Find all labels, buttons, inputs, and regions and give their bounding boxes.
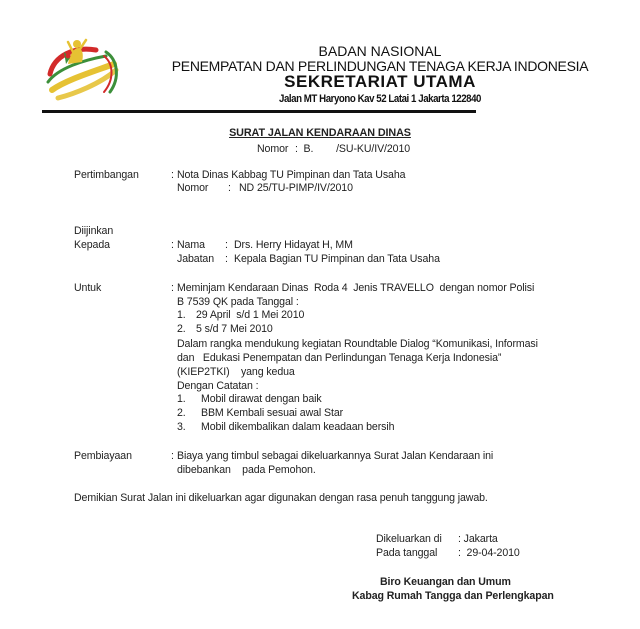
pertimbangan-nomor-colon: : (228, 182, 231, 194)
pembiayaan-label: Pembiayaan (74, 450, 132, 462)
nama-colon: : (225, 239, 228, 251)
catatan-item-num: 1. (177, 393, 186, 405)
agency-name-line2: PENEMPATAN DAN PERLINDUNGAN TENAGA KERJA INDONESIA (171, 58, 589, 74)
untuk-line1: Meminjam Kendaraan Dinas Roda 4 Jenis TRAVELLO dengan nomor Polisi (177, 282, 535, 294)
catatan-label: Dengan Catatan : (177, 380, 259, 392)
date-item-text: 5 s/d 7 Mei 2010 (196, 323, 273, 335)
untuk-line2: B 7539 QK pada Tanggal : (177, 296, 299, 308)
nama-value: Drs. Herry Hidayat H, MM (234, 239, 353, 251)
signatory-unit: Biro Keuangan dan Umum (380, 576, 511, 588)
jabatan-value: Kepala Bagian TU Pimpinan dan Tata Usaha (234, 253, 440, 265)
agency-name-line1: BADAN NASIONAL (318, 43, 442, 59)
catatan-item-num: 3. (177, 421, 186, 433)
pembiayaan-line1: Biaya yang timbul sebagai dikeluarkannya Surat Jalan Kendaraan ini (177, 450, 494, 462)
pembiayaan-line2: dibebankan pada Pemohon. (177, 464, 316, 476)
closing-statement: Demikian Surat Jalan ini dikeluarkan agar digunakan dengan rasa penuh tanggung jawab. (74, 492, 488, 504)
pertimbangan-value: Nota Dinas Kabbag TU Pimpinan dan Tata Usaha (177, 169, 406, 181)
pertimbangan-nomor-label: Nomor (177, 182, 209, 194)
agency-address: Jalan MT Haryono Kav 52 Latai 1 Jakarta 122840 (279, 93, 481, 105)
document-number-value: : B. /SU-KU/IV/2010 (295, 143, 411, 155)
document-number-label: Nomor (257, 143, 289, 155)
purpose-line2: dan Edukasi Penempatan dan Perlindungan Tenaga Kerja Indonesia” (177, 352, 502, 364)
diijinkan-label: Diijinkan (74, 225, 114, 237)
untuk-colon: : (171, 282, 174, 294)
untuk-label: Untuk (74, 282, 102, 294)
date-item-num: 2. (177, 323, 186, 335)
issued-place-label: Dikeluarkan di (376, 533, 442, 545)
issued-date-label: Pada tanggal (376, 547, 438, 559)
catatan-item-text: Mobil dirawat dengan baik (201, 393, 322, 405)
pertimbangan-label: Pertimbangan (74, 169, 139, 181)
purpose-line1: Dalam rangka mendukung kegiatan Roundtable Dialog “Komunikasi, Informasi (177, 338, 538, 350)
signatory-title: Kabag Rumah Tangga dan Perlengkapan (352, 590, 554, 602)
date-item-text: 29 April s/d 1 Mei 2010 (196, 309, 305, 321)
jabatan-colon: : (225, 253, 228, 265)
catatan-item-text: Mobil dikembalikan dalam keadaan bersih (201, 421, 395, 433)
catatan-item-text: BBM Kembali sesuai awal Star (201, 407, 344, 419)
issued-place-value: : Jakarta (458, 533, 498, 545)
agency-unit: SEKRETARIAT UTAMA (284, 72, 476, 91)
date-item-num: 1. (177, 309, 186, 321)
kepada-colon: : (171, 239, 174, 251)
issued-date-value: : 29-04-2010 (458, 547, 520, 559)
pembiayaan-colon: : (171, 450, 174, 462)
pertimbangan-colon: : (171, 169, 174, 181)
catatan-item-num: 2. (177, 407, 186, 419)
purpose-line3: (KIEP2TKI) yang kedua (177, 366, 295, 378)
letterhead-divider-bar (42, 110, 474, 113)
kepada-label: Kepada (74, 239, 110, 251)
pertimbangan-nomor-value: ND 25/TU-PIMP/IV/2010 (239, 182, 353, 194)
nama-label: Nama (177, 239, 205, 251)
document-title: SURAT JALAN KENDARAAN DINAS (229, 127, 411, 139)
jabatan-label: Jabatan (177, 253, 214, 265)
